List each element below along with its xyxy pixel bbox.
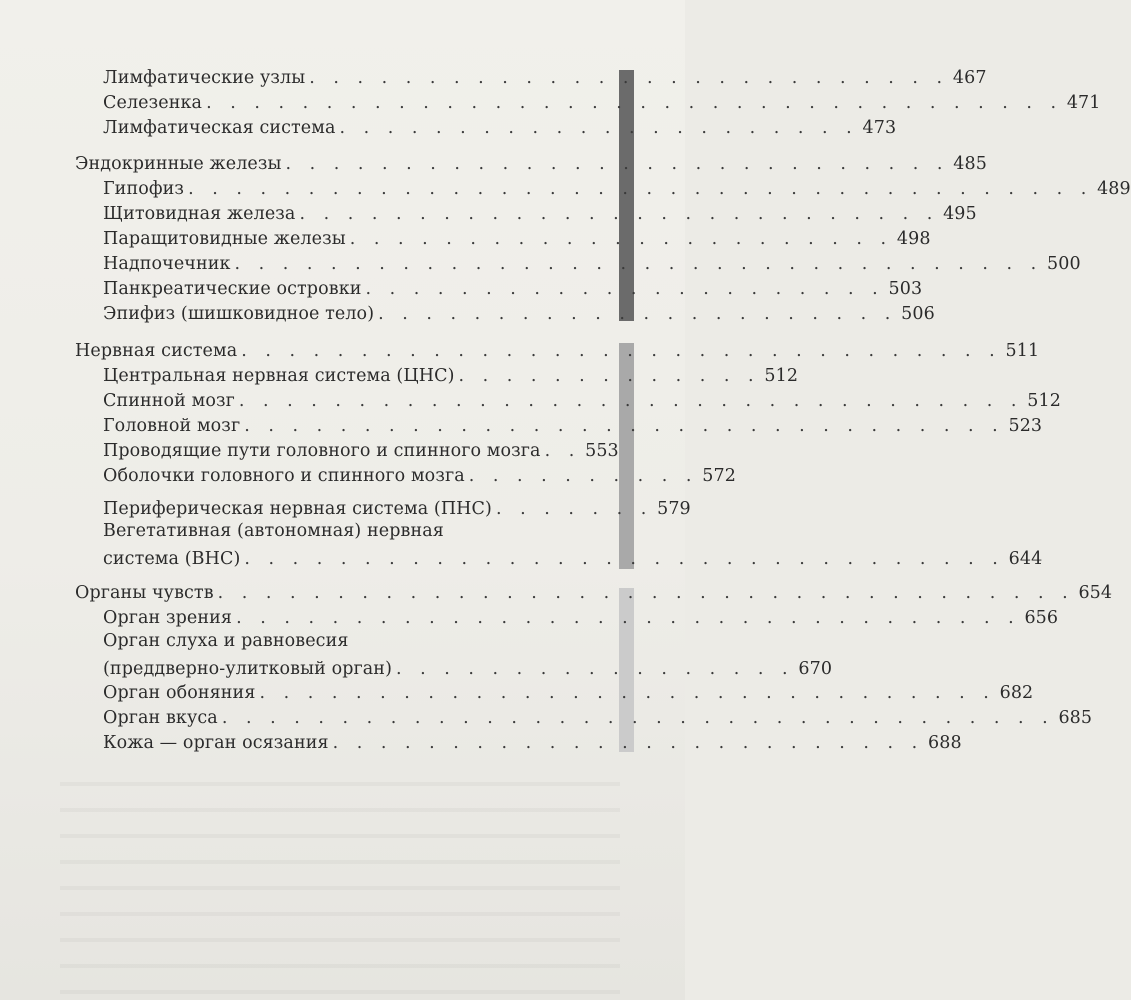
toc-entry	[103, 729, 962, 755]
toc-entry	[103, 250, 1081, 276]
toc-page-number: 688	[928, 733, 962, 753]
toc-page-number: 512	[1027, 391, 1061, 411]
toc-leader-dots: . . . . . . . . . . . . . . . . . . . . . . .	[349, 229, 893, 249]
toc-page-number: 654	[1078, 583, 1113, 603]
toc-entry	[103, 175, 1131, 201]
toc-entry	[103, 64, 987, 90]
toc-leader-dots: . . . . . . . . . . . . .	[458, 366, 761, 386]
toc-section-title: Эндокринные железы	[75, 154, 282, 174]
toc-entry-title: Орган слуха и равновесия	[103, 631, 349, 651]
toc-entry-title: Вегетативная (автономная) нервная	[103, 521, 444, 541]
toc-leader-dots: . . . . . . . . . . . . . . . . . . . . . . . . . . .	[299, 204, 939, 224]
toc-page-number: 498	[896, 229, 931, 249]
toc-leader-dots: . . . . . . . . . . . . . . . . . . . . . . . . . . . . . . . . . . . .	[217, 583, 1075, 603]
toc-entry	[103, 387, 1061, 413]
toc-page-number: 685	[1058, 708, 1093, 728]
toc-entry-title-continued: (преддверно-улитковый орган)	[103, 659, 392, 679]
toc-entry-title: Спинной мозг	[103, 391, 235, 411]
toc-entry	[103, 114, 897, 140]
toc-page-number: 644	[1008, 549, 1043, 569]
toc-entry-title: Орган зрения	[103, 608, 233, 628]
toc-leader-dots: . . . . . . . . . . . . . . . . . . . . . . . . . . . . . . . . .	[238, 391, 1023, 411]
toc-entry-title: Кожа — орган осязания	[103, 733, 329, 753]
toc-entry	[103, 462, 736, 488]
toc-entry	[103, 89, 1101, 115]
toc-section-title: Органы чувств	[75, 583, 214, 603]
toc-page-number: 670	[798, 659, 833, 679]
toc-entry	[103, 275, 923, 301]
toc-leader-dots: . . . . . . . . . . . . . . . . . . . . . . . . . . . . . . . . . . . .	[206, 93, 1063, 113]
toc-entry-title: Центральная нервная система (ЦНС)	[103, 366, 455, 386]
toc-entry-title: Щитовидная железа	[103, 204, 296, 224]
toc-entry	[103, 704, 1093, 730]
toc-leader-dots: . . . . . . . . . . . . . . . . . . . . . . . . . . .	[309, 68, 949, 88]
toc-leader-dots: . . . . . . . . . . . . . . . . . . . . . . . . .	[332, 733, 924, 753]
toc-entry-title: Паращитовидные железы	[103, 229, 346, 249]
toc-leader-dots: . . . . . . . . . . . . . . . . . . . . . . . . . . . . . . . .	[244, 549, 1005, 569]
toc-leader-dots: . . . . . . . . . . . . . . . . . . . . . . . . . . . . . . . . . . .	[221, 708, 1055, 728]
toc-page-number: 506	[901, 304, 935, 324]
toc-page-number: 572	[702, 466, 736, 486]
toc-entry-title: Периферическая нервная система (ПНС)	[103, 499, 492, 519]
toc-entry-title-continued: система (ВНС)	[103, 549, 241, 569]
toc-page-number: 467	[952, 68, 987, 88]
toc-page-number: 511	[1005, 341, 1040, 361]
toc-section	[75, 337, 1040, 363]
toc-page-number: 682	[999, 683, 1034, 703]
toc-page-number: 523	[1008, 416, 1043, 436]
toc-entry-title: Надпочечник	[103, 254, 231, 274]
toc-page-number: 553	[585, 441, 619, 461]
toc-entry-title: Селезенка	[103, 93, 203, 113]
toc-entry	[103, 200, 977, 226]
toc-leader-dots: . . . . . . . . . . . . . . . . . . . . . . . . . . . . . . . . . .	[234, 254, 1043, 274]
toc-leader-dots: . .	[544, 441, 581, 461]
toc-leader-dots: . . . . . . . . . . . . . . . . . . . . . . . . . . . . . . . .	[241, 341, 1002, 361]
toc-section	[75, 579, 1113, 605]
toc-entry-title: Орган вкуса	[103, 708, 218, 728]
toc-page-number: 579	[657, 499, 691, 519]
toc-page-number: 489	[1097, 179, 1131, 199]
toc-page-number: 495	[943, 204, 977, 224]
toc-page-number: 485	[953, 154, 987, 174]
toc-entry	[103, 437, 619, 463]
toc-entry-title: Гипофиз	[103, 179, 185, 199]
toc-leader-dots: . . . . . . . . . . . . . . . . . . . . . . . . . . . .	[285, 154, 949, 174]
toc-leader-dots: . . . . . . . . . . . . . . . . . . . . . . . . . . . . . . .	[259, 683, 996, 703]
toc-entry-title: Панкреатические островки	[103, 279, 362, 299]
toc-leader-dots: . . . . . . . . . . . . . . . . .	[396, 659, 795, 679]
toc-entry	[103, 225, 931, 251]
toc-entry-title: Головной мозг	[103, 416, 241, 436]
toc-entry	[103, 629, 833, 681]
toc-leader-dots: . . . . . . . . . . . . . . . . . . . . . .	[378, 304, 897, 324]
toc-leader-dots: . . . . . . . . . . . . . . . . . . . . . . . . . . . . . . . . . . . . . .	[188, 179, 1093, 199]
toc-page-number: 471	[1066, 93, 1101, 113]
toc-leader-dots: . . . . . . . . . . . . . . . . . . . . . .	[365, 279, 885, 299]
toc-entry-title: Лимфатическая система	[103, 118, 336, 138]
toc-entry	[103, 412, 1043, 438]
page-bleed-through	[60, 760, 620, 1000]
toc-leader-dots: . . . . . . . . . . . . . . . . . . . . . . . . . . . . . . . .	[244, 416, 1005, 436]
toc-entry	[103, 519, 1043, 571]
toc-entry	[103, 679, 1034, 705]
toc-page-number: 473	[862, 118, 897, 138]
toc-section	[75, 150, 987, 176]
toc-entry-line	[103, 545, 1043, 571]
toc-entry-title: Эпифиз (шишковидное тело)	[103, 304, 375, 324]
toc-page-number: 512	[764, 366, 799, 386]
toc-page-number: 500	[1047, 254, 1081, 274]
toc-leader-dots: . . . . . . . . . .	[468, 466, 698, 486]
toc-entry-title: Орган обоняния	[103, 683, 256, 703]
toc-leader-dots: . . . . . . . . . . . . . . . . . . . . . .	[339, 118, 859, 138]
toc-page-number: 656	[1024, 608, 1059, 628]
toc-entry	[103, 300, 935, 326]
toc-entry-title: Оболочки головного и спинного мозга	[103, 466, 465, 486]
toc-page-number: 503	[888, 279, 923, 299]
toc-entry	[103, 495, 691, 521]
toc-entry	[103, 604, 1059, 630]
toc-section-title: Нервная система	[75, 341, 238, 361]
toc-entry-title: Лимфатические узлы	[103, 68, 306, 88]
toc-entry	[103, 362, 799, 388]
toc-leader-dots: . . . . . . .	[495, 499, 653, 519]
toc-entry-title: Проводящие пути головного и спинного мозга	[103, 441, 541, 461]
toc-leader-dots: . . . . . . . . . . . . . . . . . . . . . . . . . . . . . . . . .	[236, 608, 1021, 628]
toc-entry-line	[103, 655, 833, 681]
